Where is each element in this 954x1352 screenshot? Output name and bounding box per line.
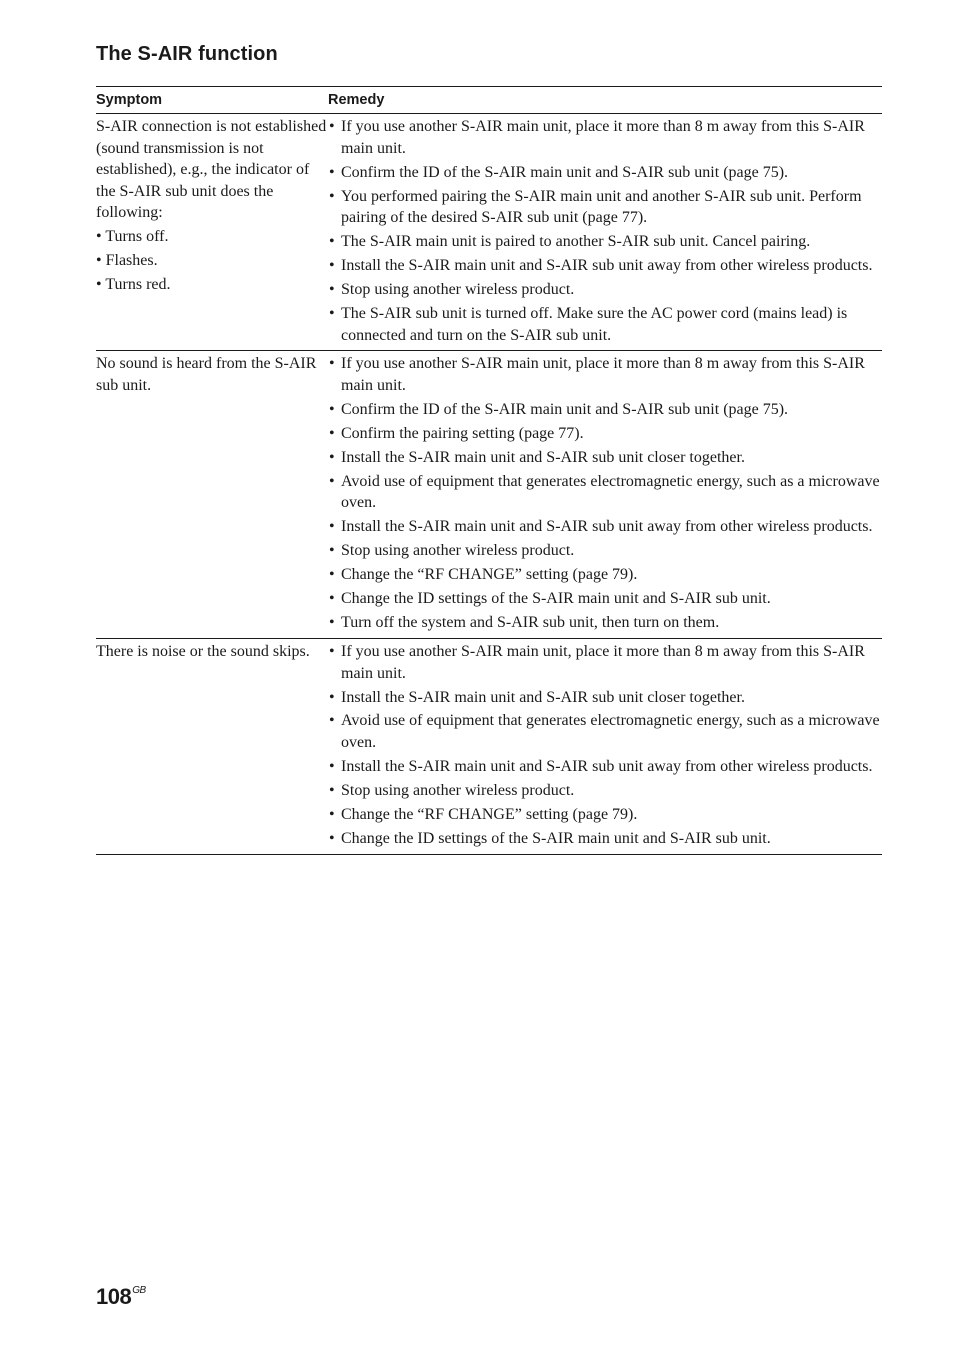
remedy-cell [328, 641, 882, 850]
remedy-item: • Confirm the ID of the S-AIR main unit and S-AIR sub unit (page 75). [328, 399, 882, 421]
remedy-item: • Change the ID settings of the S-AIR main unit and S-AIR sub unit. [328, 828, 882, 850]
remedy-cell [328, 353, 882, 634]
page-number [96, 1284, 146, 1310]
table-header [96, 86, 882, 114]
table-row [96, 639, 882, 855]
remedy-item: • Install the S-AIR main unit and S-AIR sub unit closer together. [328, 447, 882, 469]
remedy-item: • Stop using another wireless product. [328, 780, 882, 802]
header-symptom: Symptom [96, 92, 163, 108]
remedy-item: • Avoid use of equipment that generates electromagnetic energy, such as a microwave oven. [328, 710, 882, 753]
symptom-text: No sound is heard from the S-AIR sub unit. [96, 355, 317, 394]
page-number-suffix: GB [132, 1285, 146, 1296]
remedy-item: • The S-AIR main unit is paired to another S-AIR sub unit. Cancel pairing. [328, 231, 882, 253]
symptom-cell [96, 116, 328, 346]
remedy-item: • Install the S-AIR main unit and S-AIR sub unit away from other wireless products. [328, 756, 882, 778]
remedy-item: • Install the S-AIR main unit and S-AIR sub unit closer together. [328, 687, 882, 709]
remedy-item: • Change the “RF CHANGE” setting (page 79). [328, 564, 882, 586]
symptom-item: • Turns off. [96, 228, 169, 246]
page-number-value: 108 [96, 1284, 132, 1309]
remedy-item: • Stop using another wireless product. [328, 540, 882, 562]
symptom-text: There is noise or the sound skips. [96, 642, 310, 660]
remedy-item: • Avoid use of equipment that generates electromagnetic energy, such as a microwave oven. [328, 471, 882, 514]
remedy-item: • Confirm the ID of the S-AIR main unit and S-AIR sub unit (page 75). [328, 162, 882, 184]
symptom-item: • Flashes. [96, 252, 158, 270]
remedy-item: • Turn off the system and S-AIR sub unit, then turn on them. [328, 612, 882, 634]
remedy-item: • The S-AIR sub unit is turned off. Make sure the AC power cord (mains lead) is connected and turn on the S-AIR sub unit. [328, 303, 882, 346]
remedy-list [328, 116, 882, 346]
troubleshooting-table [96, 86, 882, 855]
remedy-item: • Stop using another wireless product. [328, 279, 882, 301]
symptom-cell [96, 641, 328, 850]
table-row [96, 114, 882, 351]
table-body [96, 114, 882, 855]
header-remedy: Remedy [328, 92, 385, 108]
table-row [96, 351, 882, 639]
remedy-item: • Confirm the pairing setting (page 77). [328, 423, 882, 445]
remedy-list [328, 641, 882, 850]
remedy-item: • If you use another S-AIR main unit, place it more than 8 m away from this S-AIR main unit. [328, 353, 882, 396]
remedy-cell [328, 116, 882, 346]
remedy-item: • Install the S-AIR main unit and S-AIR sub unit away from other wireless products. [328, 516, 882, 538]
remedy-list [328, 353, 882, 634]
symptom-item: • Turns red. [96, 276, 171, 294]
remedy-item: • If you use another S-AIR main unit, place it more than 8 m away from this S-AIR main unit. [328, 641, 882, 684]
section-title: The S-AIR function [96, 43, 278, 65]
symptom-cell [96, 353, 328, 634]
remedy-item: • You performed pairing the S-AIR main unit and another S-AIR sub unit. Perform pairing of the desired S-AIR sub unit (page 77). [328, 186, 882, 229]
remedy-item: • If you use another S-AIR main unit, place it more than 8 m away from this S-AIR main unit. [328, 116, 882, 159]
remedy-item: • Change the ID settings of the S-AIR main unit and S-AIR sub unit. [328, 588, 882, 610]
remedy-item: • Install the S-AIR main unit and S-AIR sub unit away from other wireless products. [328, 255, 882, 277]
remedy-item: • Change the “RF CHANGE” setting (page 79). [328, 804, 882, 826]
symptom-text: S-AIR connection is not established (sound transmission is not established), e.g., the indicator of the S-AIR sub unit does the following: [96, 118, 327, 222]
